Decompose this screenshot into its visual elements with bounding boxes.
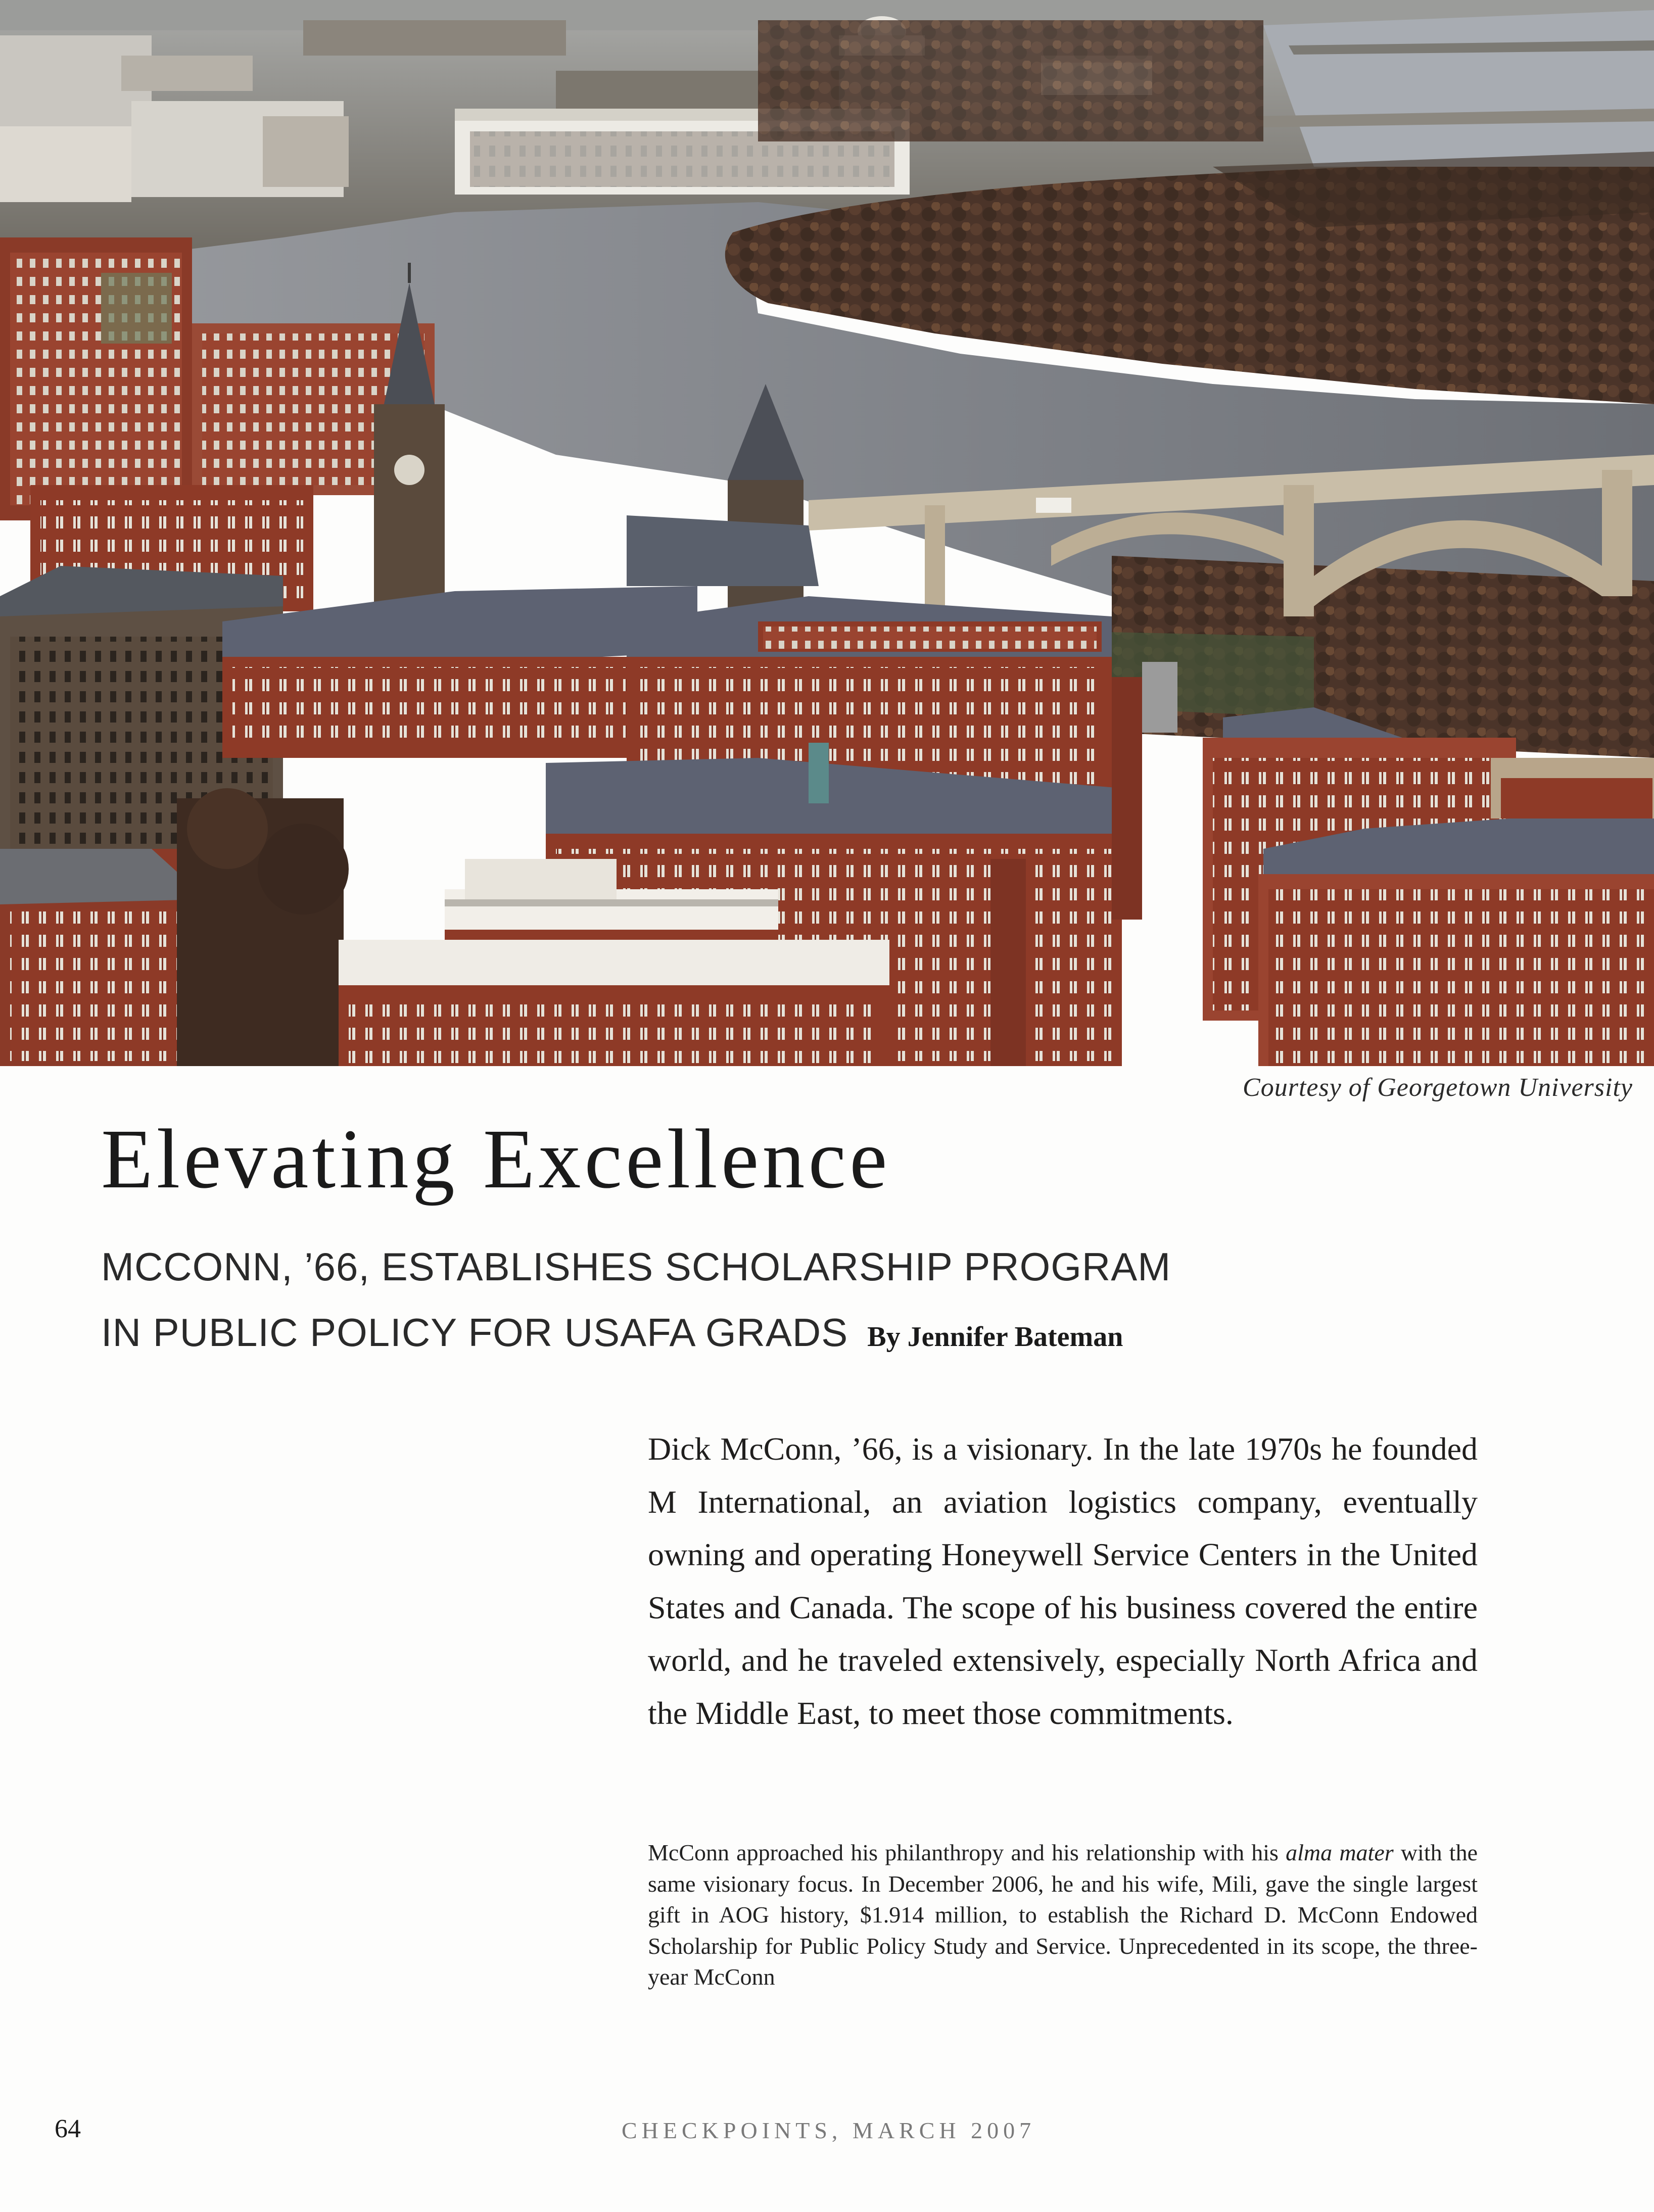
article-deck-line-2	[101, 1310, 1123, 1355]
aerial-campus-photo	[0, 0, 1654, 1066]
body-italic-alma-mater: alma mater	[1286, 1840, 1394, 1865]
page-number: 64	[55, 2114, 81, 2143]
article-title: Elevating Excellence	[101, 1112, 891, 1206]
lede-paragraph: Dick McConn, ’66, is a visionary. In the late 1970s he founded M International, an aviation logistics company, eventually owning and operating Honeywell Service Centers in the United States and Canada. The scope of his business covered the entire world, and he traveled extensively, especially North Africa and the Middle East, to meet those commitments.	[648, 1431, 1478, 1731]
body-text-part-2: with the same visionary focus. In December 2006, he and his wife, Mili, gave the single largest gift in AOG history, $1.914 million, to establish the Richard D. McConn Endowed Scholarship for Public Policy Study and Service. Unprecedented in its scope, the three-year McConn	[648, 1840, 1478, 1990]
photo-credit: Courtesy of Georgetown University	[1243, 1073, 1633, 1102]
byline: By Jennifer Bateman	[867, 1321, 1123, 1353]
body-paragraph	[648, 1837, 1478, 1993]
article-deck-line-1: MCCONN, ’66, ESTABLISHES SCHOLARSHIP PROGRAM	[101, 1244, 1171, 1289]
deck-line-2-text: IN PUBLIC POLICY FOR USAFA GRADS	[101, 1310, 848, 1355]
body-text-part-1: McConn approached his philanthropy and his relationship with his	[648, 1840, 1286, 1865]
running-footer: CHECKPOINTS, MARCH 2007	[622, 2118, 1036, 2143]
